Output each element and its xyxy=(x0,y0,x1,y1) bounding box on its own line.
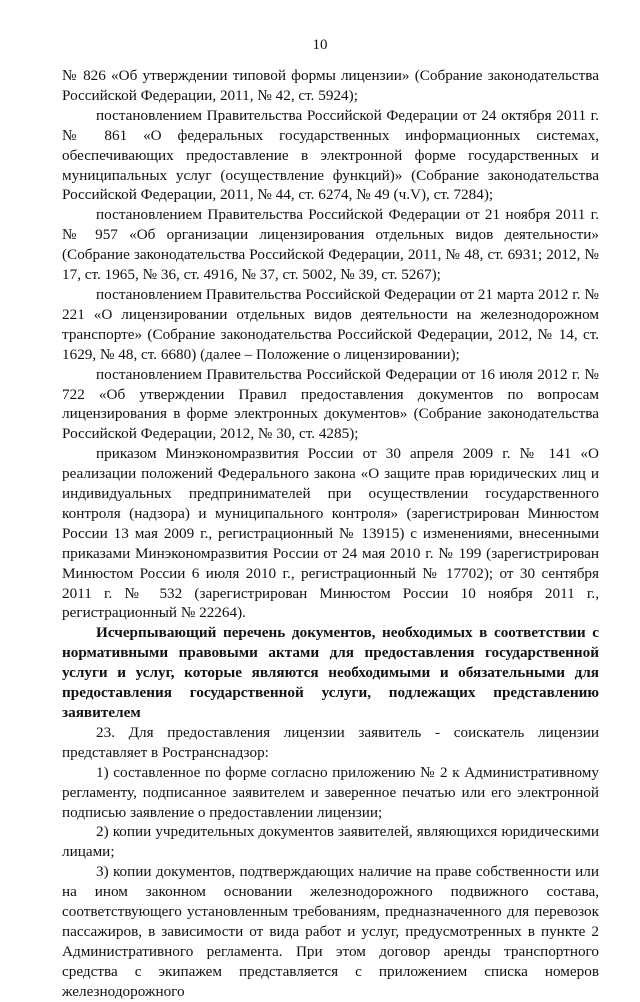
document-body xyxy=(62,66,599,1002)
item-23-intro: 23. Для предоставления лицензии заявитель - соискатель лицензии представляет в Ространснадзор: xyxy=(62,723,599,761)
paragraph-order-141: приказом Минэкономразвития России от 30 апреля 2009 г. № 141 «О реализации положений Федерального закона «О защите прав юридических лиц и индивидуальных предпринимателей при осуществлении государственного контроля (надзора) и муниципального контроля» (зарегистрирован Минюстом России 13 мая 2009 г., регистрационный № 13915) с изменениями, внесенными приказами Минэкономразвития России от 24 мая 2010 г. № 199 (зарегистрирован Минюстом России 6 июля 2010 г., регистрационный № 17702); от 30 сентября 2011 г. № 532 (зарегистрирован Минюстом России 10 ноября 2011 г., регистрационный № 22264). xyxy=(62,445,599,622)
paragraph-decree-861: постановлением Правительства Российской Федерации от 24 октября 2011 г. № 861 «О федеральных государственных информационных системах, обеспечивающих предоставление в электронной форме государственных и муниципальных услуг (осуществление функций)» (Собрание законодательства Российской Федерации, 2011, № 44, ст. 6274, № 49 (ч.V), ст. 7284); xyxy=(62,106,599,204)
paragraph-decree-826-continuation: № 826 «Об утверждении типовой формы лицензии» (Собрание законодательства Российской Федерации, 2011, № 42, ст. 5924); xyxy=(62,67,599,104)
list-item-3: 3) копии документов, подтверждающих наличие на праве собственности или на ином законном основании железнодорожного подвижного состава, соответствующего установленным требованиям, предназначенного для перевозок пассажиров, в зависимости от вида работ и услуг, предусмотренных в пункте 2 Административного регламента. При этом договор аренды транспортного средства с экипажем представляется с приложением списка номеров железнодорожного xyxy=(62,863,599,1000)
paragraph-decree-957: постановлением Правительства Российской Федерации от 21 ноября 2011 г. № 957 «Об организации лицензирования отдельных видов деятельности» (Собрание законодательства Российской Федерации, 2011, № 48, ст. 6931; 2012, № 17, ст. 1965, № 36, ст. 4916, № 37, ст. 5002, № 39, ст. 5267); xyxy=(62,206,599,284)
list-item-2: 2) копии учредительных документов заявителей, являющихся юридическими лицами; xyxy=(62,823,599,861)
list-item-1: 1) составленное по форме согласно приложению № 2 к Административному регламенту, подписанное заявителем и заверенное печатью или его электронной подписью заявление о предоставлении лицензии; xyxy=(62,763,599,821)
page-number: 10 xyxy=(312,37,328,53)
paragraph-decree-221: постановлением Правительства Российской Федерации от 21 марта 2012 г. № 221 «О лицензировании отдельных видов деятельности на железнодорожном транспорте» (Собрание законодательства Российской Федерации, 2012, № 14, ст. 1629, № 48, ст. 6680) (далее – Положение о лицензировании); xyxy=(62,285,599,363)
paragraph-decree-722: постановлением Правительства Российской Федерации от 16 июля 2012 г. № 722 «Об утверждении Правил предоставления документов по вопросам лицензирования в форме электронных документов» (Собрание законодательства Российской Федерации, 2012, № 30, ст. 4285); xyxy=(62,365,599,443)
section-heading: Исчерпывающий перечень документов, необходимых в соответствии с нормативными правовыми актами для предоставления государственной услуги и услуг, которые являются необходимыми и обязательными для предоставления государственной услуги, подлежащих представлению заявителем xyxy=(62,624,599,721)
